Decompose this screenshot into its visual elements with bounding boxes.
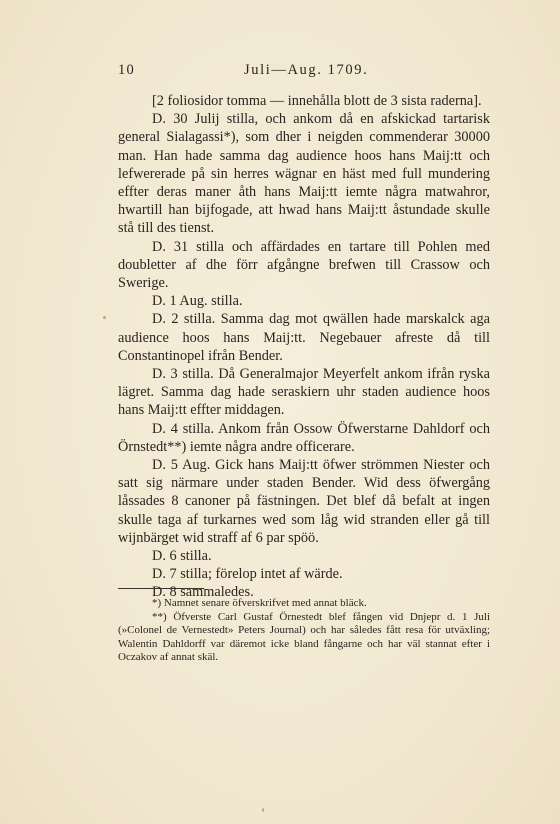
paragraph: D. 5 Aug. Gick hans Maij:tt öfwer strömmen Niester och satt sig närmare under staden Bender. Wid dess öfwergång låssades 8 canoner på fästningen. Det blef då befalt at ingen skulle taga af turkarnes wed som låg wid stranden eller gå till wijnbärget wid straff af 6 par spöö. [118,457,490,546]
paragraph: D. 2 stilla. Samma dag mot qwällen hade marskalck aga audience hoos hans Maij:tt. Negebauer afreste då till Constantinopel ifrån Bender. [118,311,490,364]
paragraph: D. 30 Julij stilla, och ankom då en afskickad tartarisk general Sialagassi*), som dher i neigden commenderar 30000 man. Han hade samma dag audience hoos hans Maij:tt och lefwererade på sin herres wägnar en häst med full mundering effter deras maner åth hans Maij:tt iemte några matwahror, hwartill han bijfogade, att hwad hans Maij:tt åstundade skulle stå till des tienst. [118,111,490,237]
paragraph: D. 31 stilla och affärdades en tartare till Pohlen med doubletter af dhe förr afgångne brefwen till Crassow och Swerige. [118,238,490,292]
paragraph: D. 8 sammaledes. [152,584,254,601]
paragraph: D. 6 stilla. [152,548,212,565]
paragraph: D. 4 stilla. Ankom från Ossow Öfwerstarne Dahldorf och Örnstedt**) iemte några andre officerare. [118,420,490,455]
main-text [118,92,490,602]
page-number: 10 [118,62,135,78]
paragraph: D. 3 stilla. Då Generalmajor Meyerfelt ankom ifrån ryska lägret. Samma dag hade seraskiern uhr staden audience hoos hans Maij:tt effter middagen. [118,366,490,419]
footnote: **) Öfverste Carl Gustaf Örnestedt blef fången vid Dnjepr d. 1 Juli (»Colonel de Vernestedt» Peters Journal) och har således fått resa för utväxling; Walentin Dahldorff var däremot icke bland fångarne och har väl stannat efter i Oczakov af annat skäl. [118,610,490,664]
page-header [118,62,490,82]
footnote: *) Namnet senare öfverskrifvet med annat bläck. [152,597,367,609]
paper-speck [262,808,264,812]
paragraph: D. 1 Aug. stilla. [152,293,243,310]
paper-speck [103,316,106,319]
running-head: Juli—Aug. 1709. [244,62,369,78]
footnote-divider [118,588,204,589]
paragraph: D. 7 stilla; förelop intet af wärde. [152,566,343,583]
footnotes [118,597,490,665]
paragraph: [2 foliosidor tomma — innehålla blott de 3 sista raderna]. [152,93,482,109]
